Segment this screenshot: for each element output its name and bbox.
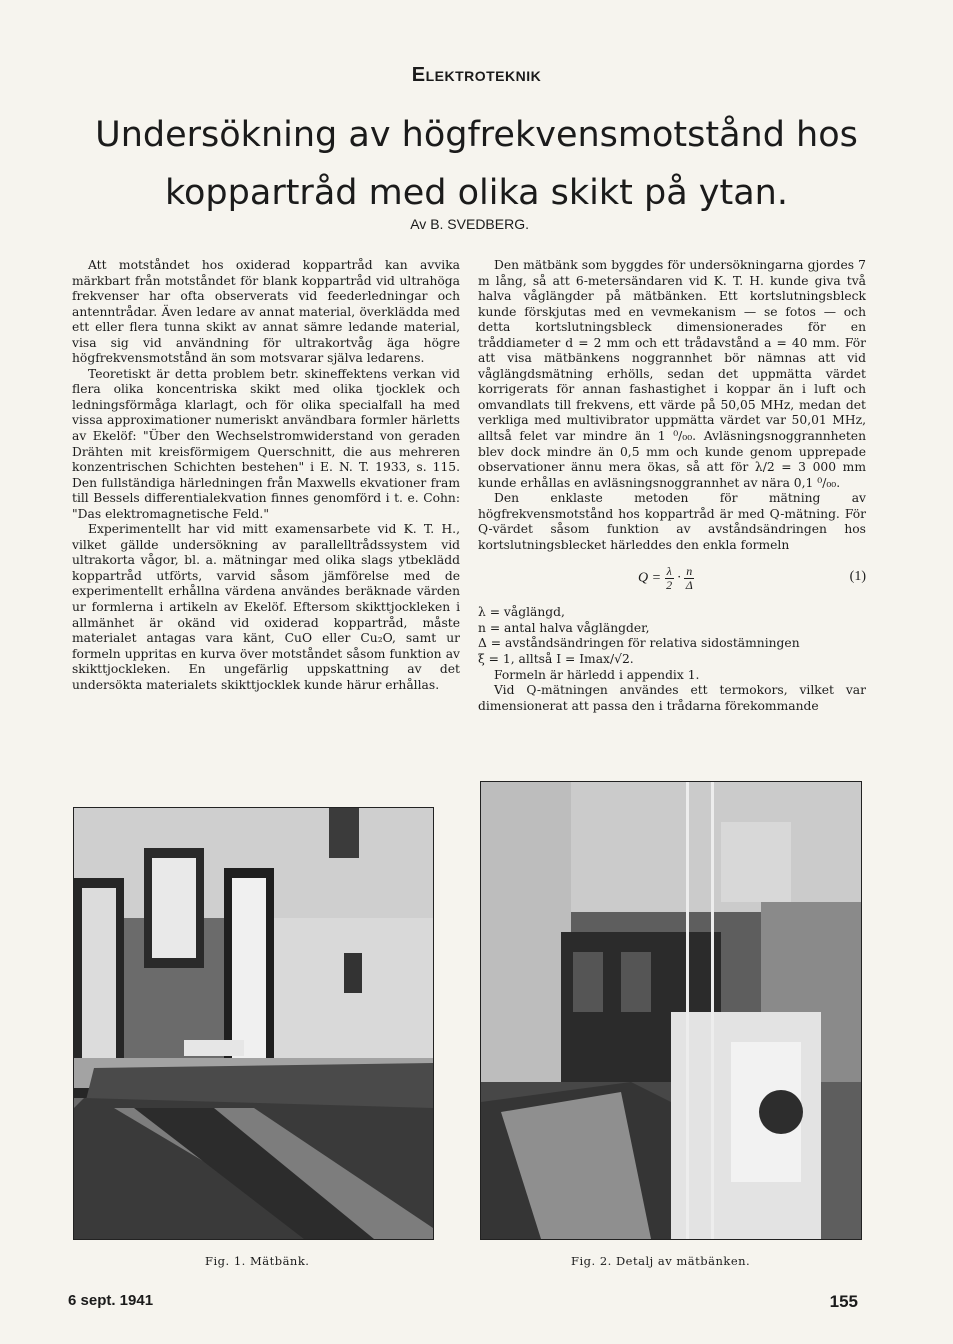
article-title-line1: Undersökning av högfrekvensmotstånd hos [95,115,858,155]
formula-fraction-1 [665,565,674,592]
footer-date: 6 sept. 1941 [68,1292,154,1309]
paragraph: Den enklaste metoden för mätning av högfrekvensmotstånd hos koppartråd är med Q-mätning. För Q-värdet såsom funktion av avståndsändringen hos kortslutningsblecket härleddes den enkla formeln [478,491,866,552]
definition-line: λ = våglängd, [478,605,565,620]
fraction-numerator: n [686,564,693,579]
paragraph: Experimentellt har vid mitt examensarbete vid K. T. H., vilket gällde undersökning av parallelltrådssystem vid ultrakorta vågor, bl. a. mätningar med olika slags ytbeklädd koppartråd utförts, varvid såsom jämförelse med de experimentellt erhållna värdena användes beräknade värden ur formlerna i artikeln av Ekelöf. Eftersom skikttjockleken i allmänhet är okänd vid oxiderad koppartråd, måste materialet antagas vara känt, CuO eller Cu₂O, samt ur formeln uppritas en kurva över motståndet såsom funktion av skikttjockleken. En ungefärlig uppskattning av det undersökta materialets skikttjocklek kunde härur erhållas. [72,522,460,692]
page-number: 155 [829,1292,858,1311]
figure-1-caption: Fig. 1. Mätbänk. [205,1254,310,1268]
author-byline: Av B. SVEDBERG. [410,216,529,232]
article-title-line2: koppartråd med olika skikt på ytan. [165,173,788,213]
fraction-numerator: λ [666,564,672,579]
formula-lhs: Q = [638,571,662,587]
paragraph: Den mätbänk som byggdes för undersökningarna gjordes 7 m lång, så att 6-metersändaren vid K. T. H. kunde giva två halva våglängder på mätbänken. Ett kortslutningsbleck kunde förskjutas med en vevmekanism — se fotos — och detta kortslutningsbleck dimensionerades för en tråddiameter d = 2 mm och ett trådavstånd a = 40 mm. För att visa mätbänkens noggrannhet bör nämnas att vid våglängdsmätning erhölls, sedan det uppmätta värdet korrigerats för annan fashastighet i koppar än i luft och omvandlats till frekvens, ett värde på 50,05 MHz, medan det verkliga med multivibrator uppmätta värdet var 50,01 MHz, alltså felet var mindre än 1 ⁰/₀₀. Avläsningsnoggrannheten blev dock mindre än 0,5 mm och kunde genom upprepade observationer ännu mera ökas, så att för λ/2 = 3 000 mm kunde erhållas en avläsningsnoggrannhet av nära 0,1 ⁰/₀₀. [478,258,866,490]
section-heading: Elektroteknik [411,64,542,86]
definition-line: Δ = avståndsändringen för relativa sidostämningen [478,636,800,651]
lab-room-photo [74,808,433,1239]
formula-dot: · [677,571,681,587]
fraction-denominator: Δ [685,578,693,593]
formula-fraction-2 [684,565,694,592]
formula-expression [638,565,694,592]
right-column [478,258,866,714]
definition-line: ξ = 1, alltså I = Imax/√2. [478,652,634,667]
definition-line: n = antal halva våglängder, [478,620,650,635]
article-title [60,106,893,222]
formula-definitions [478,605,866,667]
paragraph: Vid Q-mätningen användes ett termokors, vilket var dimensionerat att passa den i trådarna förekommande [478,683,866,713]
fraction-denominator: 2 [666,578,673,593]
paragraph: Formeln är härledd i appendix 1. [494,667,700,682]
figure-2-photo [480,781,862,1240]
formula-q [478,559,866,599]
left-column [72,258,460,693]
bench-detail-photo [481,782,861,1239]
formula-number: (1) [849,569,866,585]
paragraph: Att motståndet hos oxiderad koppartråd kan avvika märkbart från motståndet för blank koppartråd vid ultrahöga frekvenser har ofta observerats vid feederledningar och antenntrådar. Även ledare av annat material, överklädda med ett eller flera tunna skikt av annat sämre ledande material, visa sig vid användning för ultrakortvåg äga högre högfrekvensmotstånd än som motsvarar själva ledarens. [72,258,460,366]
paragraph: Teoretiskt är detta problem betr. skineffektens verkan vid flera olika koncentriska skikt med olika tjocklek och ledningsförmåga klarlagt, och för olika specialfall ha med vissa approximationer numeriskt användbara formler härletts av Ekelöf: "Über den Wechselstromwiderstand von geraden Drähten mit kreisförmigem Querschnitt, die aus mehreren konzentrischen Schichten bestehen" i E. N. T. 1933, s. 115. Den fullständiga härledningen från Maxwells ekvationer fram till Bessels differentialekvation finnes genomförd i t. e. Cohn: "Das elektromagnetische Feld." [72,366,460,521]
figure-2-caption: Fig. 2. Detalj av mätbänken. [571,1254,751,1268]
figure-1-photo [73,807,434,1240]
